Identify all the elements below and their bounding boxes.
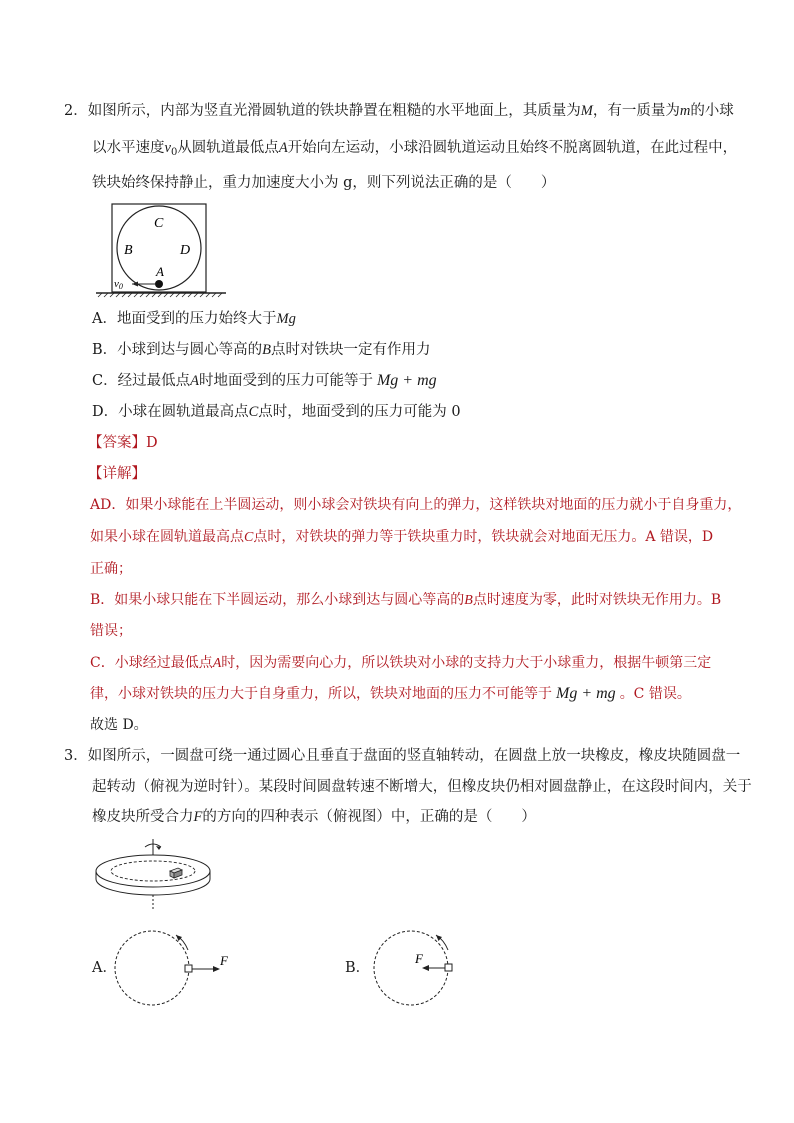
q2-explanation-1: AD．如果小球能在上半圆运动，则小球会对铁块有向上的弹力，这样铁块对地面的压力就小于自身重力， bbox=[90, 497, 742, 513]
force-arrowhead bbox=[422, 965, 429, 971]
dashed-circle bbox=[115, 931, 189, 1005]
q3-option-a-figure[interactable] bbox=[112, 922, 242, 1012]
q2-detail-label: 【详解】 bbox=[88, 466, 146, 482]
q3-option-b-label[interactable]: B． bbox=[345, 960, 371, 976]
q3-option-a-label[interactable]: A． bbox=[92, 960, 117, 976]
q2-explanation-4: B．如果小球只能在下半圆运动，那么小球到达与圆心等高的B点时速度为零，此时对铁块无作用力。B bbox=[90, 592, 722, 608]
label-C: C bbox=[154, 216, 164, 231]
q2-answer: 【答案】D bbox=[88, 435, 158, 451]
q3-line-2: 起转动（俯视为逆时针）。某段时间圆盘转速不断增大，但橡皮块仍相对圆盘静止，在这段时间内，关于 bbox=[92, 779, 752, 795]
q2-explanation-7: 律，小球对铁块的压力大于自身重力，所以，铁块对地面的压力不可能等于 Mg + mg 。C 错误。 bbox=[90, 685, 691, 702]
q2-line-3: 铁块始终保持静止，重力加速度大小为 g，则下列说法正确的是（ ） bbox=[92, 175, 556, 191]
q2-line-2: 以水平速度$v_0$从圆轨道最低点A开始向左运动，小球沿圆轨道运动且始终不脱离圆轨道，在此过程中， bbox=[92, 140, 738, 158]
q2-explanation-5: 错误； bbox=[90, 623, 132, 639]
q2-explanation-3: 正确； bbox=[90, 561, 132, 577]
q2-explanation-6: C．小球经过最低点A时，因为需要向心力，所以铁块对小球的支持力大于小球重力，根据牛顿第三定 bbox=[90, 655, 712, 671]
q3-line-1: 3．如图所示，一圆盘可绕一通过圆心且垂直于盘面的竖直轴转动，在圆盘上放一块橡皮，橡皮块随圆盘一 bbox=[64, 748, 741, 764]
force-label: F bbox=[220, 953, 228, 968]
q2-option-b[interactable]: B．小球到达与圆心等高的B点时对铁块一定有作用力 bbox=[92, 342, 431, 358]
q2-option-d[interactable]: D．小球在圆轨道最高点C点时，地面受到的压力可能为 0 bbox=[92, 404, 461, 420]
arrowhead bbox=[436, 935, 442, 941]
eraser-block bbox=[445, 964, 452, 971]
q2-conclusion: 故选 D。 bbox=[90, 717, 148, 733]
q2-figure bbox=[92, 198, 232, 298]
label-B: B bbox=[124, 243, 133, 258]
q2-number: 2． bbox=[64, 103, 88, 119]
q3-disk-figure bbox=[90, 835, 220, 915]
force-arrowhead bbox=[213, 966, 220, 972]
q3-number: 3． bbox=[64, 748, 88, 764]
label-A: A bbox=[156, 264, 164, 279]
q2-option-a[interactable]: A．地面受到的压力始终大于Mg bbox=[92, 311, 296, 327]
q2-explanation-2: 如果小球在圆轨道最高点C点时，对铁块的弹力等于铁块重力时，铁块就会对地面无压力。A 错误，D bbox=[90, 529, 714, 545]
q3-option-b-figure[interactable] bbox=[370, 922, 470, 1012]
label-D: D bbox=[180, 243, 191, 258]
q2-line-1: 2．如图所示，内部为竖直光滑圆轨道的铁块静置在粗糙的水平地面上，其质量为M，有一质量为m的小球 bbox=[64, 103, 734, 119]
ball bbox=[155, 280, 163, 288]
disk-top bbox=[96, 855, 210, 887]
force-label: F bbox=[415, 951, 423, 966]
q2-option-c[interactable]: C．经过最低点A时地面受到的压力可能等于 Mg + mg bbox=[92, 372, 437, 389]
eraser-block bbox=[185, 965, 192, 972]
q3-line-3: 橡皮块所受合力F的方向的四种表示（俯视图）中，正确的是（ ） bbox=[92, 809, 536, 825]
label-v0: v0 bbox=[114, 278, 123, 291]
